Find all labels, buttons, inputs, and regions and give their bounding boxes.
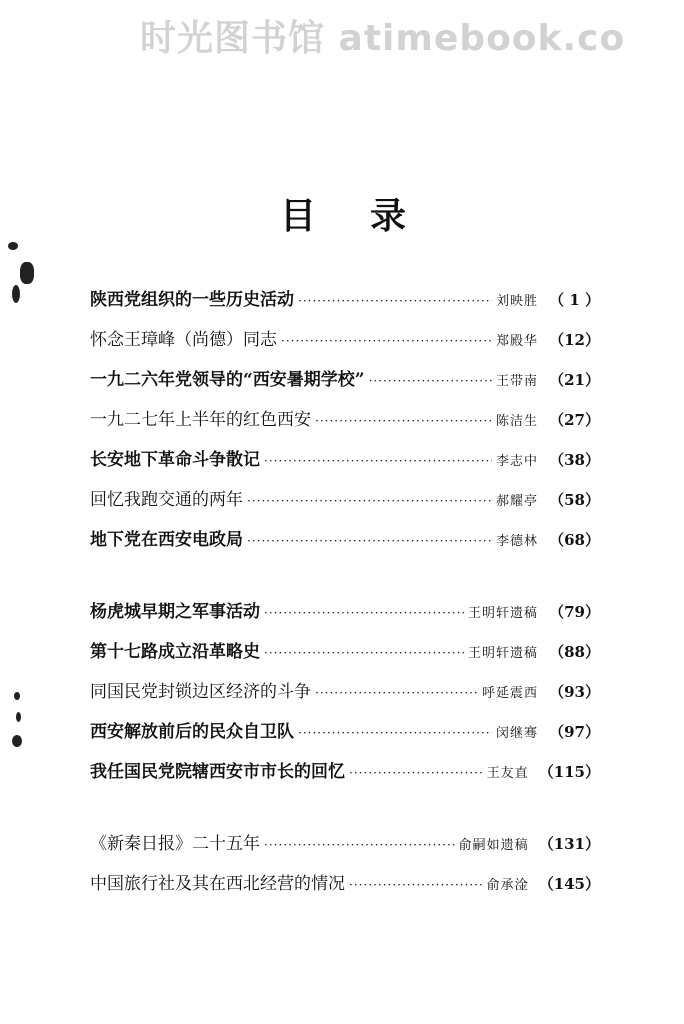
entry-author: 王明轩遗稿	[467, 606, 538, 621]
entry-author: 李志中	[495, 454, 538, 469]
entry-page: （ 1 ）	[549, 291, 600, 309]
entry-author: 俞承淦	[486, 878, 529, 893]
entry-page: （97）	[549, 723, 600, 741]
entry-author: 闵继骞	[495, 726, 538, 741]
dot-leader	[264, 646, 464, 660]
dot-leader	[264, 838, 455, 852]
entry-author: 郝耀亭	[495, 494, 538, 509]
entry-author: 俞嗣如遗稿	[458, 838, 529, 853]
toc-entry	[90, 869, 600, 909]
dot-leader	[247, 494, 492, 508]
entry-author: 刘映胜	[495, 294, 538, 309]
entry-page: （131）	[538, 835, 600, 853]
entry-title: 中国旅行社及其在西北经营的情况	[90, 874, 345, 894]
dot-leader	[264, 606, 464, 620]
toc-entry	[90, 717, 600, 757]
dot-leader	[349, 878, 483, 892]
toc-entry	[90, 325, 600, 365]
entry-author: 王带南	[495, 374, 538, 389]
entry-page: （58）	[549, 491, 600, 509]
entry-page: （88）	[549, 643, 600, 661]
entry-title: 西安解放前后的民众自卫队	[90, 722, 294, 742]
entry-title: 杨虎城早期之军事活动	[90, 602, 260, 622]
toc-group	[90, 285, 600, 565]
entry-title: 一九二六年党领导的“西安暑期学校”	[90, 370, 365, 390]
toc-group	[90, 829, 600, 909]
entry-author: 李德林	[495, 534, 538, 549]
dot-leader	[264, 454, 492, 468]
dot-leader	[281, 334, 492, 348]
toc-entry	[90, 597, 600, 637]
table-of-contents	[90, 285, 600, 909]
scan-smudge	[16, 712, 21, 722]
entry-author: 呼延震西	[481, 686, 538, 701]
entry-page: （93）	[549, 683, 600, 701]
entry-title: 陕西党组织的一些历史活动	[90, 290, 294, 310]
toc-entry	[90, 485, 600, 525]
toc-entry	[90, 405, 600, 445]
entry-title: 我任国民党院辖西安市市长的回忆	[90, 762, 345, 782]
toc-entry	[90, 365, 600, 405]
dot-leader	[369, 374, 492, 388]
dot-leader	[298, 294, 492, 308]
entry-page: （79）	[549, 603, 600, 621]
dot-leader	[315, 414, 492, 428]
watermark: 时光图书馆 atimebook.co	[140, 18, 626, 59]
entry-page: （12）	[549, 331, 600, 349]
entry-page: （145）	[538, 875, 600, 893]
entry-author: 王友直	[486, 766, 529, 781]
entry-author: 王明轩遗稿	[467, 646, 538, 661]
entry-author: 郑殿华	[495, 334, 538, 349]
toc-entry	[90, 525, 600, 565]
entry-page: （21）	[549, 371, 600, 389]
entry-page: （68）	[549, 531, 600, 549]
entry-page: （27）	[549, 411, 600, 429]
scan-smudge	[12, 285, 20, 303]
toc-entry	[90, 757, 600, 797]
scan-smudge	[8, 242, 18, 250]
scan-smudge	[14, 692, 20, 700]
entry-title: 怀念王璋峰（尚德）同志	[90, 330, 277, 350]
entry-page: （115）	[538, 763, 600, 781]
toc-group	[90, 597, 600, 797]
entry-title: 回忆我跑交通的两年	[90, 490, 243, 510]
entry-title: 同国民党封锁边区经济的斗争	[90, 682, 311, 702]
entry-title: 《新秦日报》二十五年	[90, 834, 260, 854]
dot-leader	[298, 726, 492, 740]
entry-title: 一九二七年上半年的红色西安	[90, 410, 311, 430]
toc-entry	[90, 829, 600, 869]
toc-entry	[90, 445, 600, 485]
dot-leader	[315, 686, 478, 700]
toc-entry	[90, 285, 600, 325]
entry-title: 长安地下革命斗争散记	[90, 450, 260, 470]
dot-leader	[349, 766, 483, 780]
entry-page: （38）	[549, 451, 600, 469]
entry-author: 陈洁生	[495, 414, 538, 429]
entry-title: 第十七路成立沿革略史	[90, 642, 260, 662]
page-title: 目录	[280, 195, 461, 237]
toc-entry	[90, 637, 600, 677]
scan-smudge	[20, 262, 34, 284]
scan-smudge	[12, 735, 22, 747]
entry-title: 地下党在西安电政局	[90, 530, 243, 550]
toc-entry	[90, 677, 600, 717]
dot-leader	[247, 534, 492, 548]
